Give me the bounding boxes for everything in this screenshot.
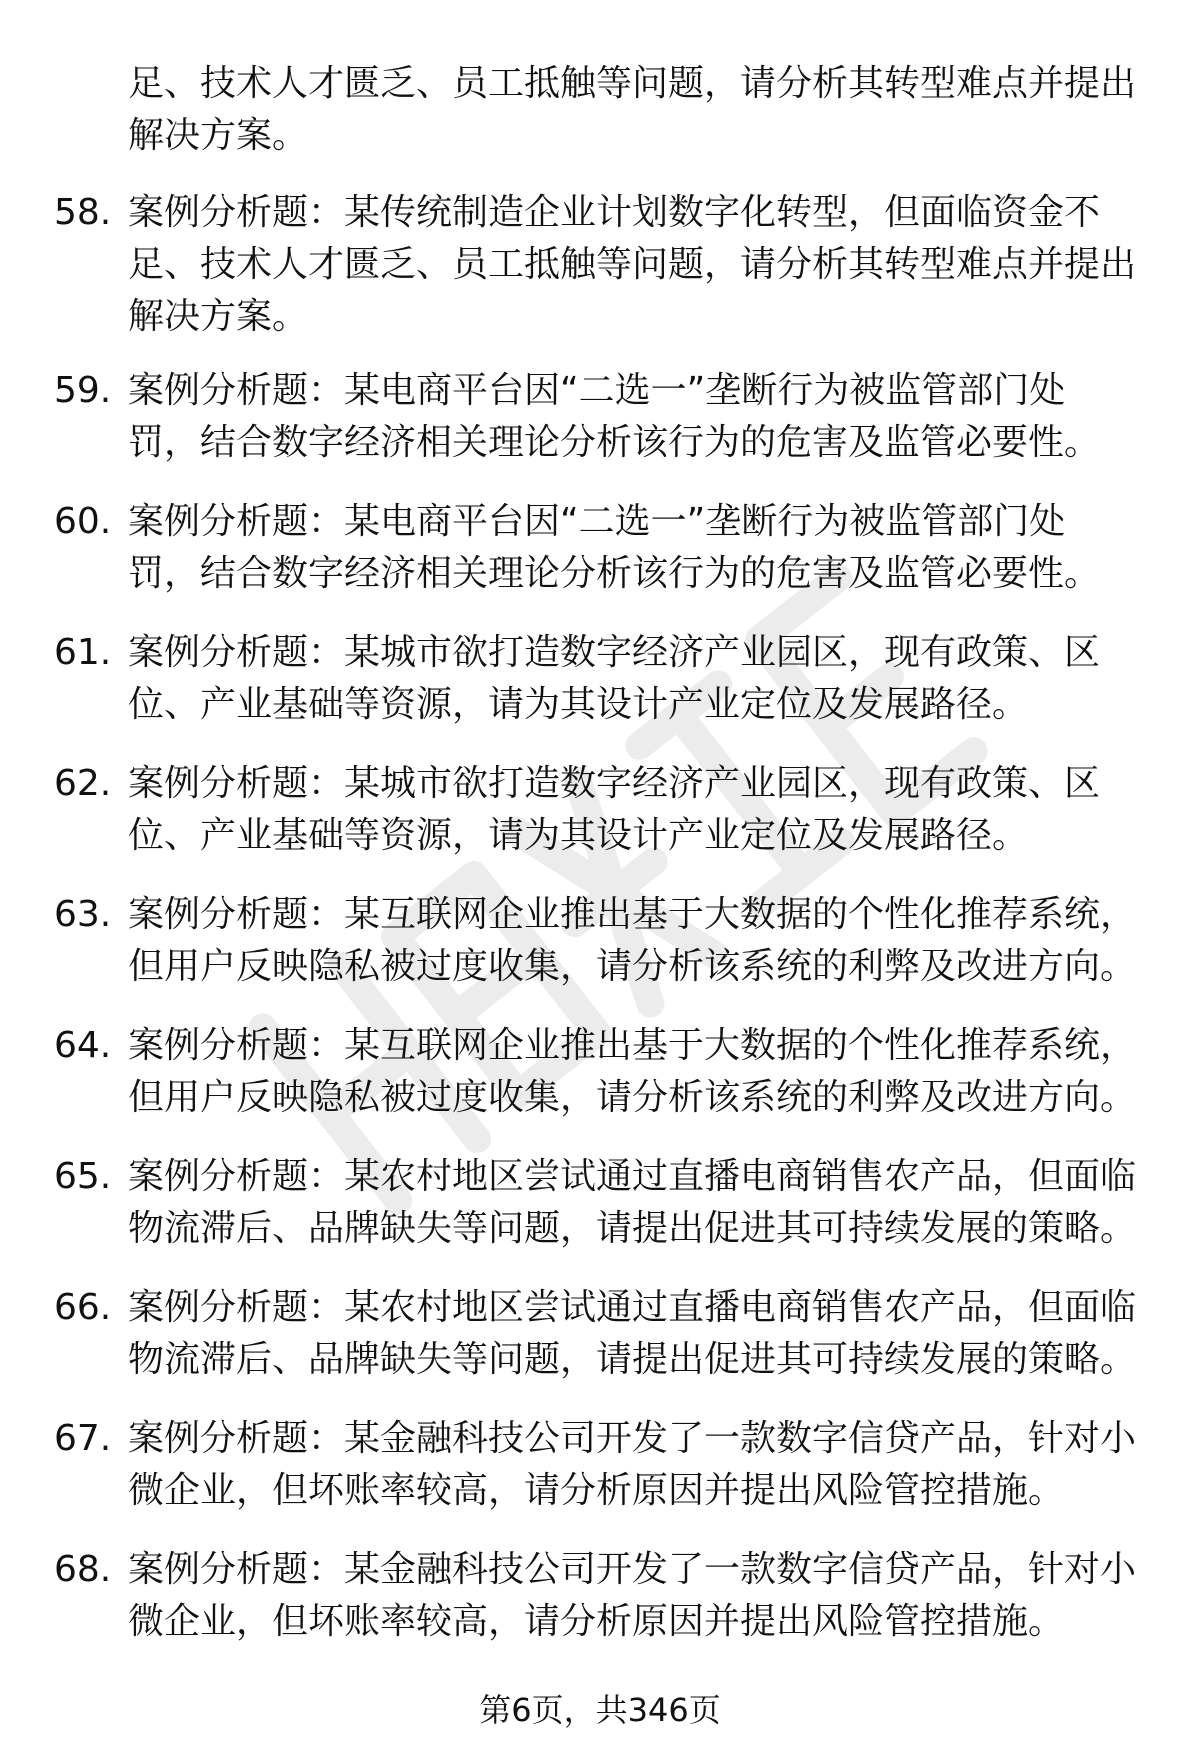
question-text: 案例分析题：某电商平台因“二选一”垄断行为被监管部门处 罚，结合数字经济相关理论分析该行为的危害及监管必要性。 <box>128 501 1101 594</box>
question-list <box>0 187 1200 1675</box>
question-text: 案例分析题：某电商平台因“二选一”垄断行为被监管部门处 罚，结合数字经济相关理论分析该行为的危害及监管必要性。 <box>128 370 1101 463</box>
question-text: 案例分析题：某城市欲打造数字经济产业园区，现有政策、区 位、产业基础等资源，请为其设计产业定位及发展路径。 <box>128 632 1101 725</box>
question-item <box>0 1282 1200 1413</box>
question-number: 65. <box>54 1156 112 1197</box>
question-item <box>0 1020 1200 1151</box>
question-item <box>0 627 1200 758</box>
question-number: 58. <box>54 192 112 233</box>
question-number: 61. <box>54 632 112 673</box>
question-text: 案例分析题：某农村地区尝试通过直播电商销售农产品，但面临 物流滞后、品牌缺失等问题，请提出促进其可持续发展的策略。 <box>128 1287 1137 1380</box>
question-item <box>0 496 1200 627</box>
question-text: 案例分析题：某互联网企业推出基于大数据的个性化推荐系统， 但用户反映隐私被过度收集，请分析该系统的利弊及改进方向。 <box>128 1025 1137 1118</box>
question-number: 68. <box>54 1549 112 1590</box>
question-number: 63. <box>54 894 112 935</box>
question-number: 60. <box>54 501 112 542</box>
question-item <box>0 187 1200 365</box>
question-item <box>0 758 1200 889</box>
question-item <box>0 365 1200 496</box>
question-number: 67. <box>54 1418 112 1459</box>
question-text: 案例分析题：某金融科技公司开发了一款数字信贷产品，针对小 微企业，但坏账率较高，请分析原因并提出风险管控措施。 <box>128 1549 1137 1642</box>
question-text: 案例分析题：某互联网企业推出基于大数据的个性化推荐系统， 但用户反映隐私被过度收集，请分析该系统的利弊及改进方向。 <box>128 894 1137 987</box>
question-item <box>0 1544 1200 1675</box>
question-item <box>0 1413 1200 1544</box>
continued-question-text: 足、技术人才匮乏、员工抵触等问题，请分析其转型难点并提出 解决方案。 <box>128 63 1137 156</box>
question-text: 案例分析题：某农村地区尝试通过直播电商销售农产品，但面临 物流滞后、品牌缺失等问题，请提出促进其可持续发展的策略。 <box>128 1156 1137 1249</box>
question-number: 66. <box>54 1287 112 1328</box>
question-item <box>0 1151 1200 1282</box>
page-number-footer: 第6页，共346页 <box>479 1691 721 1729</box>
question-text: 案例分析题：某城市欲打造数字经济产业园区，现有政策、区 位、产业基础等资源，请为其设计产业定位及发展路径。 <box>128 763 1101 856</box>
question-number: 62. <box>54 763 112 804</box>
question-item <box>0 889 1200 1020</box>
question-number: 64. <box>54 1025 112 1066</box>
question-text: 案例分析题：某传统制造企业计划数字化转型，但面临资金不 足、技术人才匮乏、员工抵触等问题，请分析其转型难点并提出 解决方案。 <box>128 192 1137 337</box>
question-number: 59. <box>54 370 112 411</box>
question-text: 案例分析题：某金融科技公司开发了一款数字信贷产品，针对小 微企业，但坏账率较高，请分析原因并提出风险管控措施。 <box>128 1418 1137 1511</box>
